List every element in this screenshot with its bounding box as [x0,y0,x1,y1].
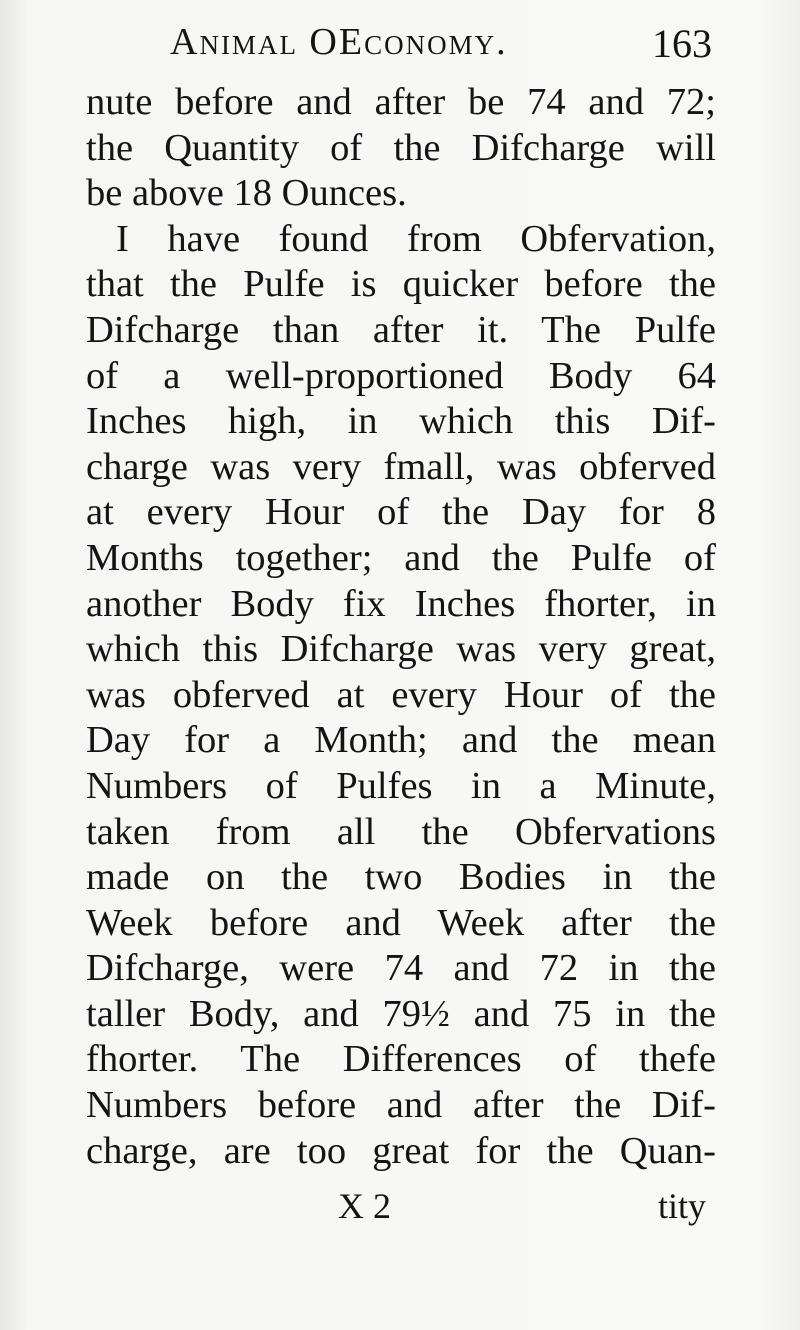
text-line: charge was very fmall, was obferved [86,445,716,488]
page-header [90,14,720,74]
text-line: taller Body, and 79½ and 75 in the [86,992,716,1035]
text-line: Months together; and the Pulfe of [86,536,716,579]
text-line: another Body fix Inches fhorter, in [86,582,716,625]
text-line: Difcharge than after it. The Pulfe [86,308,716,351]
text-line: Week before and Week after the [86,901,716,944]
text-line: I have found from Obfervation, [116,217,716,260]
text-line: at every Hour of the Day for 8 [86,491,716,534]
signature-mark: X 2 [338,1186,391,1226]
text-line: which this Difcharge was very great, [86,628,716,671]
text-line: was obferved at every Hour of the [86,673,716,716]
text-line: nute before and after be 74 and 72; [86,81,716,123]
text-line: the Quantity of the Difcharge will [86,126,716,169]
text-line: Numbers before and after the Dif- [86,1084,716,1127]
catchword: tity [657,1186,706,1226]
text-line: Day for a Month; and the mean [86,719,716,762]
text-line: Numbers of Pulfes in a Minute, [86,764,716,807]
text-line: fhorter. The Differences of thefe [86,1038,716,1081]
running-head: Animal OEconomy. [170,21,508,63]
text-line: charge, are too great for the Quan- [86,1129,716,1172]
text-line: that the Pulfe is quicker before the [86,263,716,306]
body-text [86,80,716,1174]
text-line: Difcharge, were 74 and 72 in the [86,947,716,990]
text-line: be above 18 Ounces. [86,172,407,215]
page-number: 163 [652,21,712,66]
text-line: Inches high, in which this Dif- [86,400,716,443]
text-line: made on the two Bodies in the [86,856,716,899]
page-footer [86,1185,716,1235]
text-line: taken from all the Obfervations [86,810,716,853]
text-line: of a well-proportioned Body 64 [86,354,716,397]
